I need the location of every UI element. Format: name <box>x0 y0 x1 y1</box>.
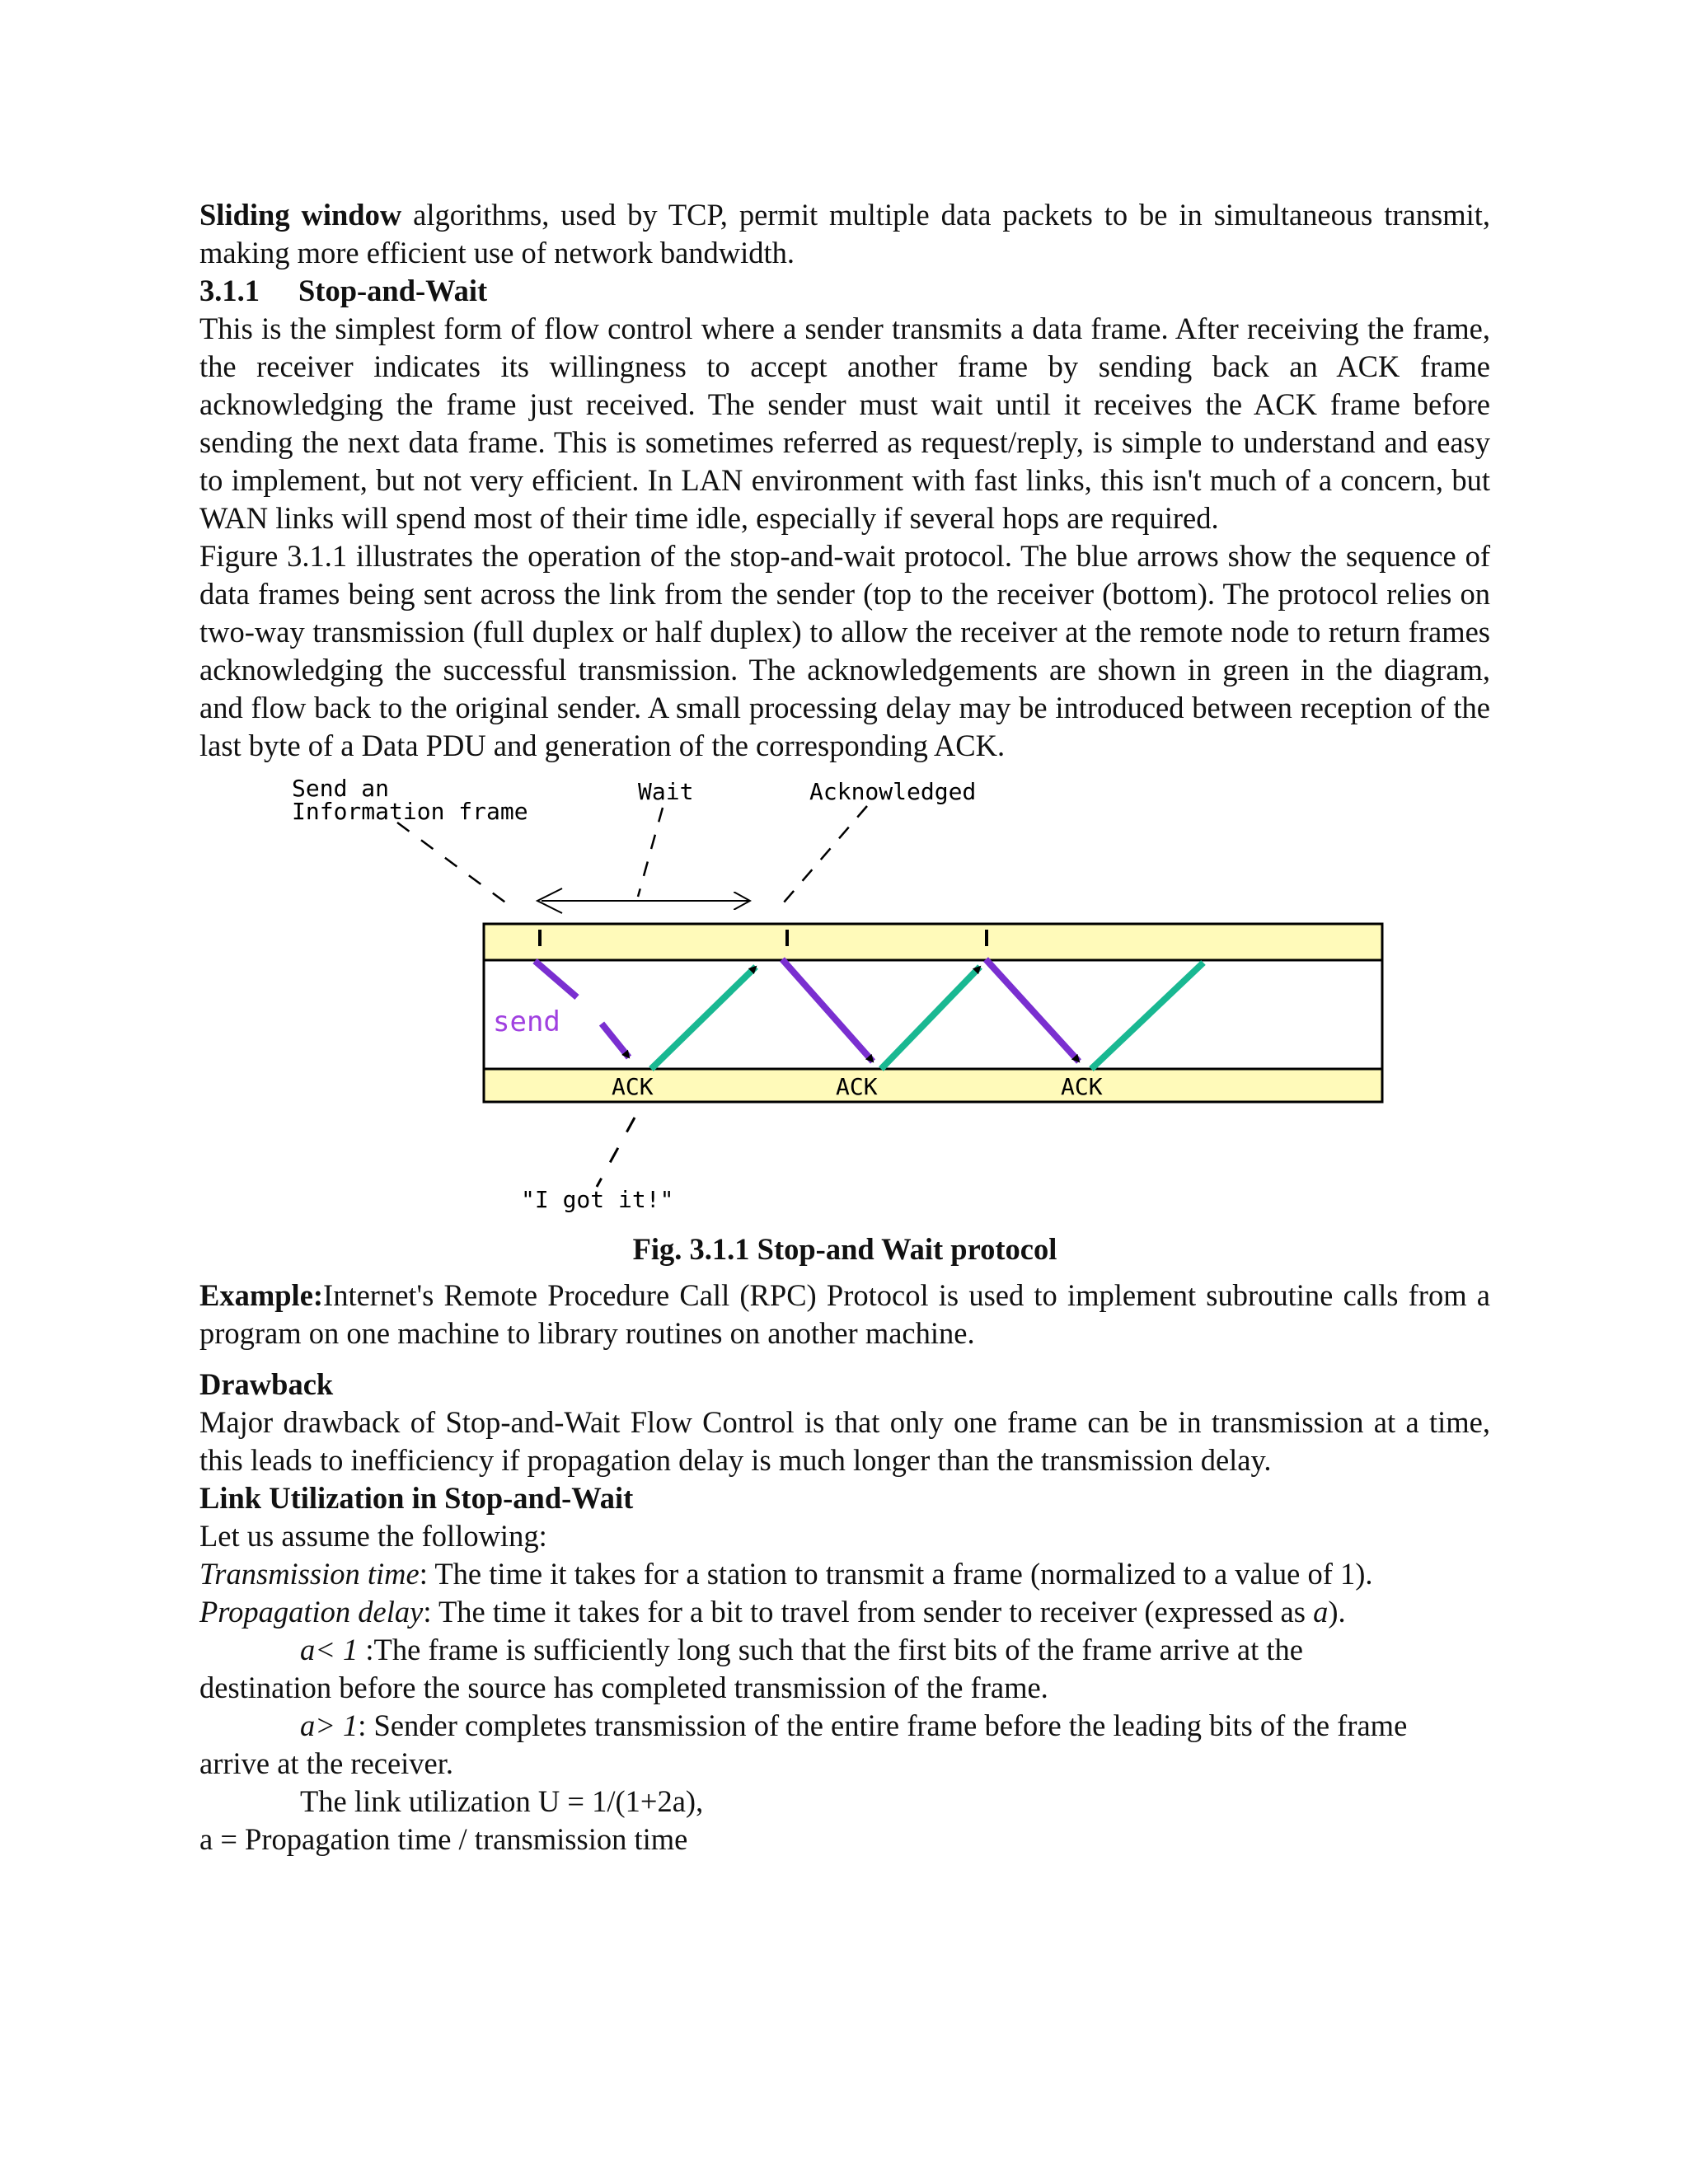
utilization-heading: Link Utilization in Stop-and-Wait <box>199 1481 634 1515</box>
tt-def: : The time it takes for a station to transmit a frame (normalized to a value of 1). <box>419 1557 1373 1591</box>
drawback-text: Major drawback of Stop-and-Wait Flow Control is that only one frame can be in transmission at a time, this leads to inefficiency if propagation delay is much longer than the transmission delay. <box>199 1405 1490 1477</box>
example-label: Example: <box>199 1278 324 1312</box>
pd-def-a: : The time it takes for a bit to travel from sender to receiver (expressed as <box>423 1595 1314 1629</box>
tt-term: Transmission time <box>199 1557 420 1591</box>
label-got-it: "I got it!" <box>521 1186 674 1213</box>
section-para-2: Figure 3.1.1 illustrates the operation of the stop-and-wait protocol. The blue arrows show the sequence of data frames being sent across the link from the sender (top to the receiver (bottom). The protocol relies on two-way transmission (full duplex or half duplex) to allow the receiver at the remote node to return frames acknowledging the successful transmission. The acknowledgements are shown in green in the diagram, and flow back to the original sender. A small processing delay may be introduced between reception of the last byte of a Data PDU and generation of the corresponding ACK. <box>199 539 1490 762</box>
propagation-delay-def <box>199 1593 1490 1631</box>
section-heading <box>199 272 1490 310</box>
label-send-info-2: Information frame <box>292 798 528 825</box>
pointer-wait <box>638 808 663 897</box>
document-page <box>199 196 1490 1858</box>
pd-var: a <box>1313 1595 1329 1629</box>
case1-line2: destination before the source has completed transmission of the frame. <box>199 1671 1048 1704</box>
section-title: Stop-and-Wait <box>298 274 488 307</box>
ack-label-2: ACK <box>836 1073 878 1100</box>
example-paragraph <box>199 1277 1490 1352</box>
label-acknowledged: Acknowledged <box>809 778 977 805</box>
intro-paragraph <box>199 196 1490 272</box>
transmission-time-def <box>199 1555 1490 1593</box>
pointer-got-it <box>597 1118 635 1187</box>
case2-text-a: : Sender completes transmission of the entire frame before the leading bits of the frame <box>358 1708 1408 1742</box>
intro-text: algorithms, used by TCP, permit multiple data packets to be in simultaneous transmit, making more efficient use of network bandwidth. <box>199 198 1490 269</box>
label-send-info-1: Send an <box>292 775 390 802</box>
utilization-assume: Let us assume the following: <box>199 1519 547 1553</box>
stop-and-wait-figure <box>199 765 1490 1214</box>
label-send: send <box>493 1005 560 1038</box>
case2-line1 <box>199 1707 1490 1745</box>
sender-band <box>484 924 1382 960</box>
pointer-acknowledged <box>778 806 867 909</box>
a-definition: a = Propagation time / transmission time <box>199 1822 688 1856</box>
case1-line1 <box>199 1631 1490 1669</box>
pointer-send-info <box>397 823 511 907</box>
section-para-1: This is the simplest form of flow control where a sender transmits a data frame. After receiving the frame, the receiver indicates its willingness to accept another frame by sending back an ACK frame acknowledging the frame just received. The sender must wait until it receives the ACK frame before sending the next data frame. This is sometimes referred as request/reply, is simple to understand and easy to implement, but not very efficient. In LAN environment with fast links, this isn't much of a concern, but WAN links will spend most of their time idle, especially if several hops are required. <box>199 312 1490 535</box>
case1-term: a< 1 <box>300 1633 359 1666</box>
intro-lead: Sliding window <box>199 198 402 232</box>
drawback-heading: Drawback <box>199 1367 334 1401</box>
ack-label-1: ACK <box>612 1073 654 1100</box>
label-wait: Wait <box>638 778 694 805</box>
stop-and-wait-diagram <box>199 765 1490 1214</box>
spacer <box>199 1352 1490 1366</box>
case1-text-a: :The frame is sufficiently long such that the first bits of the frame arrive at the <box>358 1633 1303 1666</box>
case2-line2: arrive at the receiver. <box>199 1746 454 1780</box>
ack-label-3: ACK <box>1061 1073 1103 1100</box>
example-text: Internet's Remote Procedure Call (RPC) Protocol is used to implement subroutine calls from a program on one machine to library routines on another machine. <box>199 1278 1490 1350</box>
pd-def-b: ). <box>1328 1595 1346 1629</box>
case2-term: a> 1 <box>300 1708 359 1742</box>
utilization-formula: The link utilization U = 1/(1+2a), <box>300 1784 704 1818</box>
figure-caption: Fig. 3.1.1 Stop-and Wait protocol <box>632 1232 1057 1266</box>
pd-term: Propagation delay <box>199 1595 424 1629</box>
section-number: 3.1.1 <box>199 274 260 307</box>
